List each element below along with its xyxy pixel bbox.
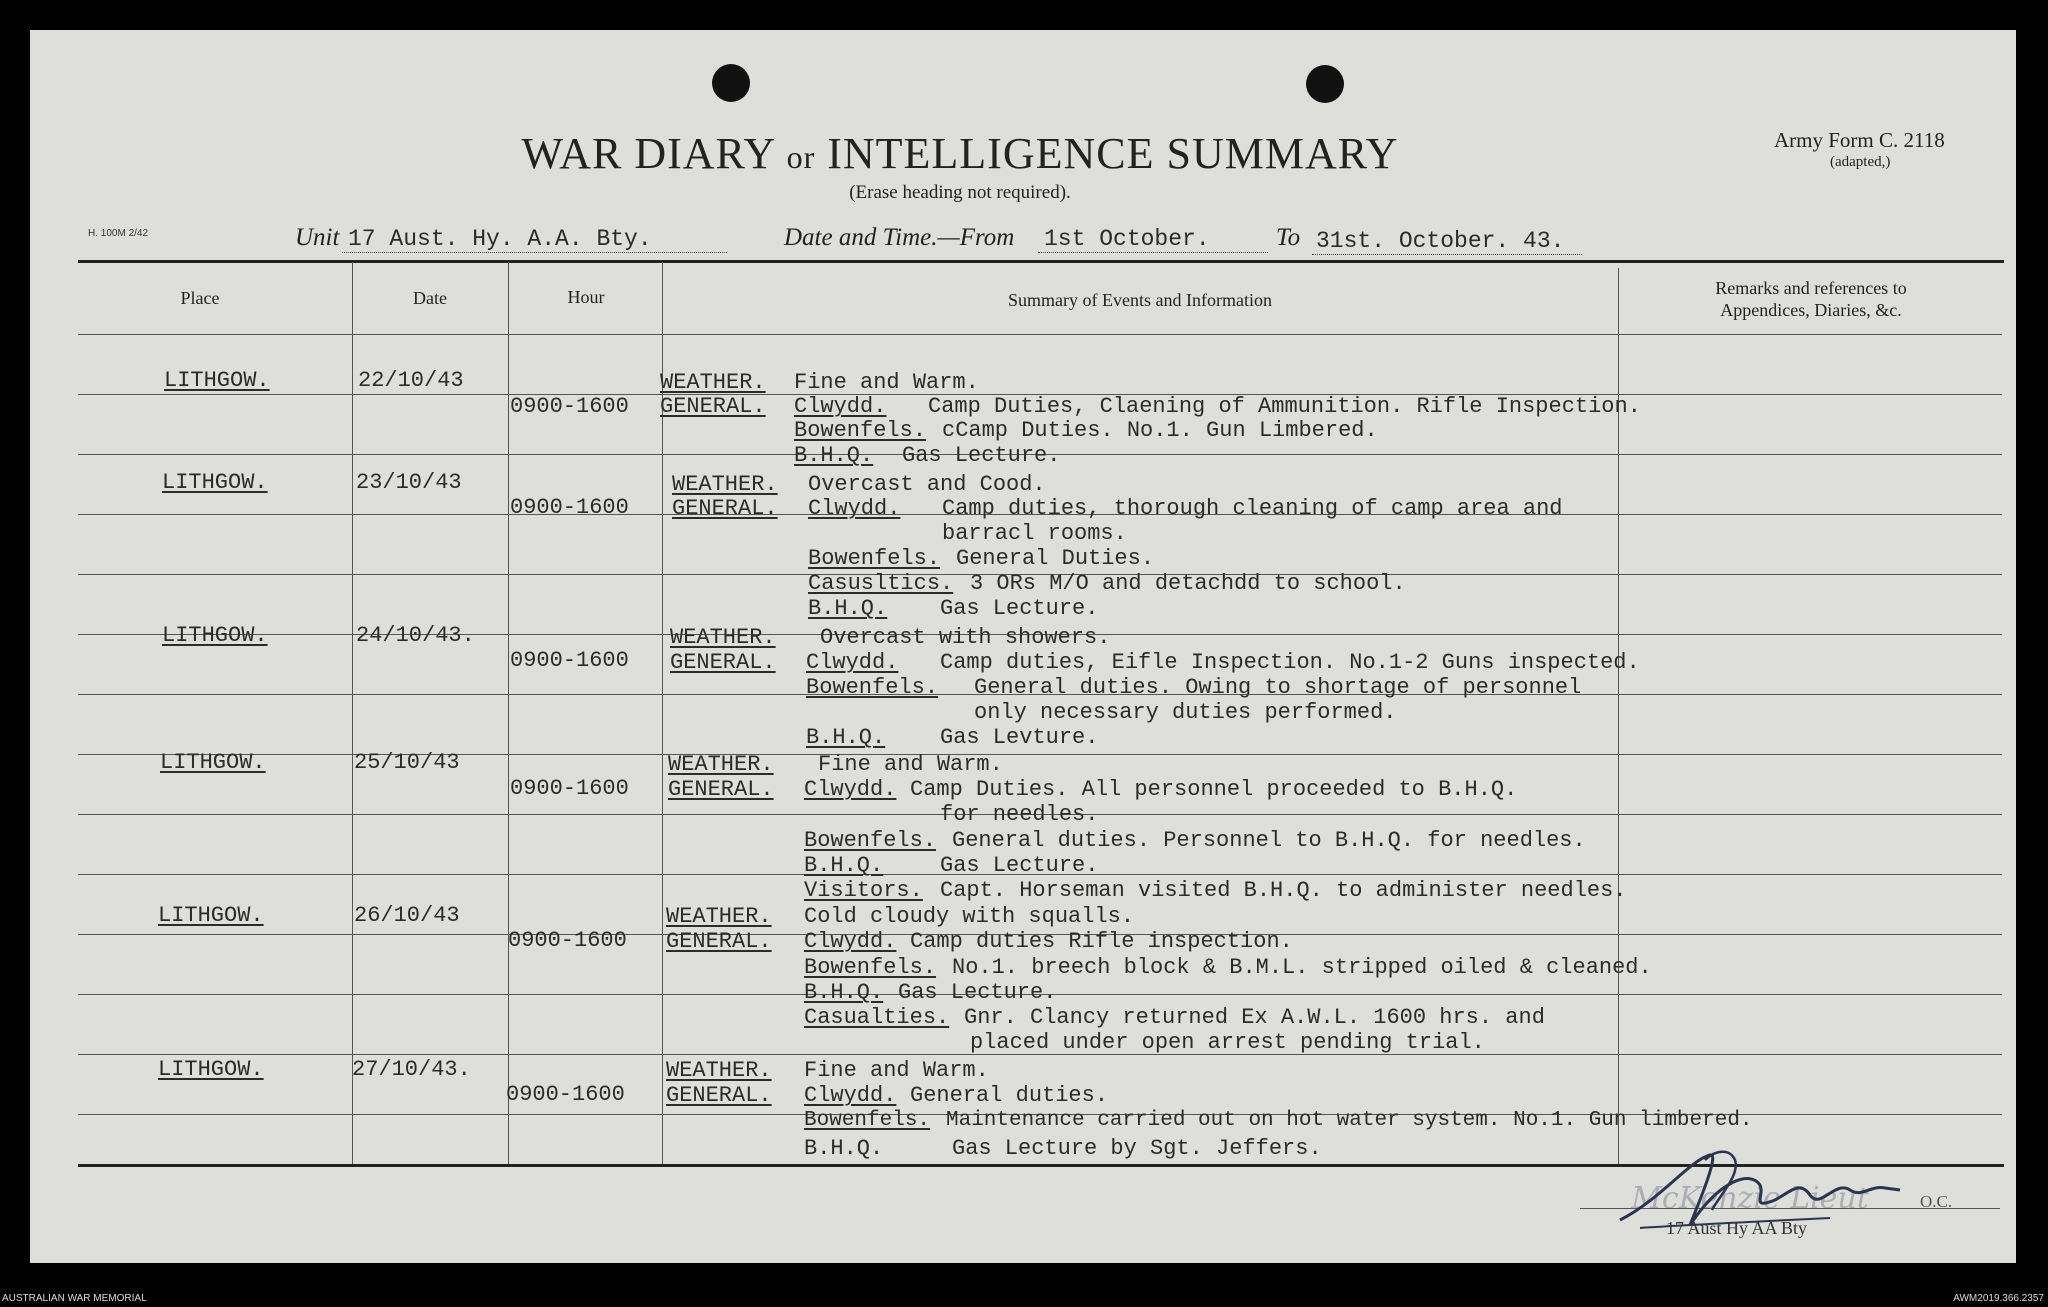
punch-hole-right bbox=[1306, 65, 1344, 103]
entry-general-key: GENERAL. bbox=[660, 394, 766, 419]
col-head-summary: Summary of Events and Information bbox=[1008, 290, 1272, 310]
entry-line: barracl rooms. bbox=[942, 521, 1127, 546]
entry-general-key: GENERAL. bbox=[670, 650, 776, 675]
entry-hour: 0900-1600 bbox=[510, 495, 629, 520]
to-value: 31st. October. 43. bbox=[1316, 228, 1565, 254]
entry-sub-key: B.H.Q. bbox=[804, 980, 884, 1005]
entry-line: Cold cloudy with squalls. bbox=[804, 904, 1135, 929]
entry-sub-key: B.H.Q. bbox=[804, 853, 884, 878]
entry-sub-key: Bowenfels. bbox=[804, 1109, 931, 1132]
date-label: Date and Time.—From bbox=[784, 224, 1015, 251]
entry-line: Camp duties, thorough cleaning of camp area and bbox=[942, 496, 1563, 521]
entry-line: Gas Lecture. bbox=[940, 596, 1099, 621]
entry-place: LITHGOW. bbox=[158, 903, 264, 928]
oc-label: O.C. bbox=[1920, 1192, 1953, 1211]
battery-label: 17 Aust Hy AA Bty bbox=[1666, 1218, 1808, 1238]
entry-sub-key: Bowenfels. bbox=[804, 828, 937, 853]
army-form-adapted: (adapted,) bbox=[1830, 154, 1891, 170]
entry-weather-key: WEATHER. bbox=[660, 370, 766, 395]
entry-line: Gas Lecture. bbox=[898, 980, 1057, 1005]
punch-hole-left bbox=[712, 64, 750, 102]
entry-date: 24/10/43. bbox=[356, 623, 475, 648]
entry-date: 22/10/43 bbox=[358, 368, 464, 393]
entry-line: Camp duties, Eifle Inspection. No.1-2 Guns inspected. bbox=[940, 650, 1640, 675]
entry-sub-key: Bowenfels. bbox=[808, 546, 941, 571]
page-title bbox=[30, 128, 1890, 179]
army-form-ref: Army Form C. 2118 bbox=[1774, 128, 1945, 152]
entry-sub-key: B.H.Q. bbox=[804, 1136, 884, 1161]
entry-place: LITHGOW. bbox=[164, 368, 270, 393]
entry-weather-key: WEATHER. bbox=[666, 1058, 772, 1083]
entry-sub-key: Visitors. bbox=[804, 878, 923, 903]
entry-line: No.1. breech block & B.M.L. stripped oiled & cleaned. bbox=[952, 955, 1652, 980]
entry-line: Gas Levture. bbox=[940, 725, 1099, 750]
entry-line: placed under open arrest pending trial. bbox=[970, 1030, 1485, 1055]
entry-hour: 0900-1600 bbox=[508, 928, 627, 953]
entry-line: General duties. Owing to shortage of personnel bbox=[974, 675, 1582, 700]
col-head-place: Place bbox=[180, 288, 220, 308]
entry-general-key: GENERAL. bbox=[666, 929, 772, 954]
entry-line: Camp Duties. All personnel proceeded to B.H.Q. bbox=[910, 777, 1518, 802]
entry-general-key: GENERAL. bbox=[666, 1083, 772, 1108]
entry-line: Gas Lecture. bbox=[940, 853, 1099, 878]
entry-sub-key: B.H.Q. bbox=[808, 596, 888, 621]
title-intelligence-summary: INTELLIGENCE SUMMARY bbox=[827, 129, 1399, 178]
footer-right: AWM2019.366.2357 bbox=[1953, 1293, 2044, 1304]
entry-place: LITHGOW. bbox=[162, 470, 268, 495]
entry-date: 25/10/43 bbox=[354, 750, 460, 775]
entry-line: Fine and Warm. bbox=[804, 1058, 989, 1083]
entry-line: General Duties. bbox=[956, 546, 1155, 571]
table-top-rule bbox=[78, 260, 2004, 263]
entry-line: only necessary duties performed. bbox=[974, 700, 1397, 725]
entry-sub-key: Bowenfels. bbox=[804, 955, 937, 980]
entry-sub-key: Bowenfels. bbox=[794, 418, 927, 443]
entry-place: LITHGOW. bbox=[162, 623, 268, 648]
entry-weather-key: WEATHER. bbox=[672, 472, 778, 497]
entry-hour: 0900-1600 bbox=[510, 648, 629, 673]
entry-sub-key: Casusltics. bbox=[808, 571, 954, 596]
entry-line: Gas Lecture by Sgt. Jeffers. bbox=[952, 1136, 1322, 1161]
entry-sub-key: Bowenfels. bbox=[806, 675, 939, 700]
header-rule bbox=[78, 334, 2002, 335]
entry-hour: 0900-1600 bbox=[510, 776, 629, 801]
signature-text: McKenzie Lieut bbox=[1631, 1181, 1869, 1216]
entry-general-key: GENERAL. bbox=[672, 496, 778, 521]
entry-line: Maintenance carried out on hot water system. No.1. Gun limbered. bbox=[946, 1109, 1753, 1132]
print-code: H. 100M 2/42 bbox=[88, 228, 149, 239]
entry-sub-key: Clwydd. bbox=[794, 394, 887, 419]
unit-field-line bbox=[342, 252, 727, 253]
entry-date: 26/10/43 bbox=[354, 903, 460, 928]
entry-line: Gas Lecture. bbox=[902, 443, 1061, 468]
entry-line: Overcast and Cood. bbox=[808, 472, 1046, 497]
entry-line: Gnr. Clancy returned Ex A.W.L. 1600 hrs. and bbox=[964, 1005, 1545, 1030]
entry-line: Camp duties Rifle inspection. bbox=[910, 929, 1293, 954]
col-head-remarks-2: Appendices, Diaries, &c. bbox=[1720, 300, 1902, 320]
entry-line: Fine and Warm. bbox=[818, 752, 1003, 777]
entry-sub-key: Clwydd. bbox=[804, 777, 897, 802]
title-war-diary: WAR DIARY bbox=[521, 129, 775, 178]
entry-line: Overcast with showers. bbox=[820, 625, 1111, 650]
unit-label: Unit bbox=[295, 224, 340, 251]
entry-place: LITHGOW. bbox=[158, 1057, 264, 1082]
col-head-hour: Hour bbox=[567, 287, 605, 307]
diary-page bbox=[30, 30, 2016, 1263]
unit-value: 17 Aust. Hy. A.A. Bty. bbox=[348, 226, 652, 252]
entry-place: LITHGOW. bbox=[160, 750, 266, 775]
entry-sub-key: Clwydd. bbox=[804, 1083, 897, 1108]
entry-line: General duties. Personnel to B.H.Q. for needles. bbox=[952, 828, 1586, 853]
entry-weather-key: WEATHER. bbox=[668, 752, 774, 777]
entry-sub-key: Clwydd. bbox=[806, 650, 899, 675]
from-value: 1st October. bbox=[1044, 226, 1210, 252]
entry-weather-key: WEATHER. bbox=[666, 904, 772, 929]
entry-hour: 0900-1600 bbox=[510, 394, 629, 419]
entry-line: cCamp Duties. No.1. Gun Limbered. bbox=[942, 418, 1378, 443]
entry-date: 27/10/43. bbox=[352, 1057, 471, 1082]
entry-sub-key: B.H.Q. bbox=[806, 725, 886, 750]
to-label: To bbox=[1276, 224, 1301, 251]
entry-line: Capt. Horseman visited B.H.Q. to administer needles. bbox=[940, 878, 1627, 903]
entry-line: Camp Duties, Claening of Ammunition. Rifle Inspection. bbox=[928, 394, 1641, 419]
entry-line: 3 ORs M/O and detachdd to school. bbox=[970, 571, 1406, 596]
entry-date: 23/10/43 bbox=[356, 470, 462, 495]
col-head-remarks-1: Remarks and references to bbox=[1715, 278, 1907, 298]
title-or: or bbox=[786, 139, 816, 175]
entry-sub-key: B.H.Q. bbox=[794, 443, 874, 468]
entry-line: for needles. bbox=[940, 802, 1099, 827]
entry-line: General duties. bbox=[910, 1083, 1109, 1108]
to-field-line bbox=[1312, 254, 1582, 255]
entry-sub-key: Clwydd. bbox=[804, 929, 897, 954]
from-field-line bbox=[1038, 252, 1268, 253]
page-subtitle: (Erase heading not required). bbox=[849, 182, 1071, 203]
col-head-date: Date bbox=[413, 288, 447, 308]
col-divider-2 bbox=[508, 262, 509, 1164]
entry-sub-key: Clwydd. bbox=[808, 496, 901, 521]
footer-left: AUSTRALIAN WAR MEMORIAL bbox=[2, 1293, 147, 1304]
entry-hour: 0900-1600 bbox=[506, 1082, 625, 1107]
entry-line: Fine and Warm. bbox=[794, 370, 979, 395]
entry-weather-key: WEATHER. bbox=[670, 625, 776, 650]
entry-sub-key: Casualties. bbox=[804, 1005, 950, 1030]
entry-general-key: GENERAL. bbox=[668, 777, 774, 802]
col-divider-1 bbox=[352, 262, 353, 1164]
